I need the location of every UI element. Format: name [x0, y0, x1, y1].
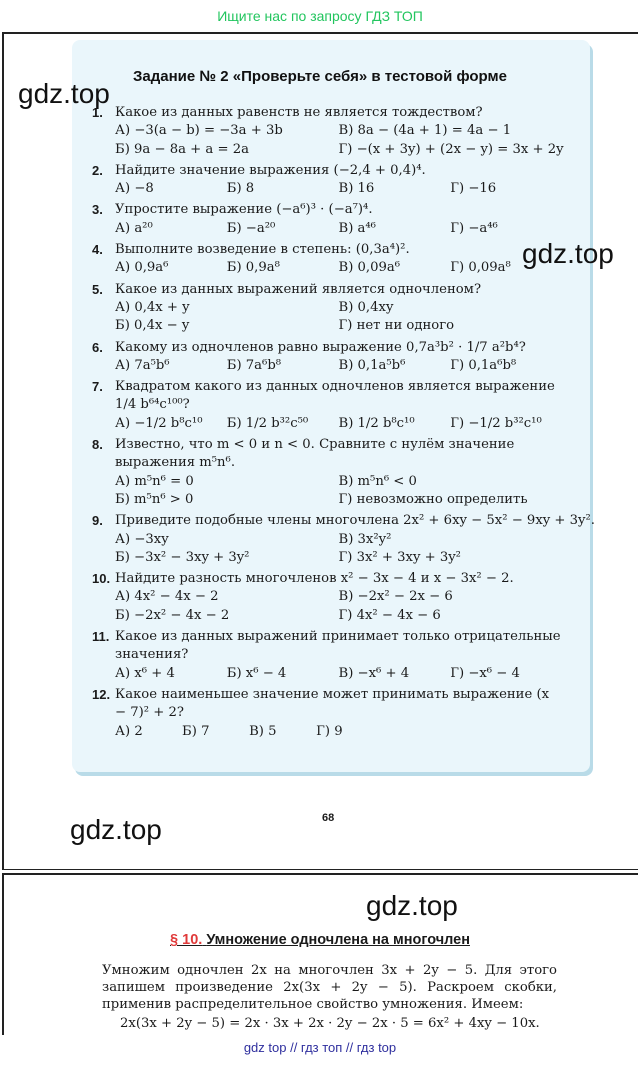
task-options [115, 141, 562, 159]
option: А) 0,9a⁶ [115, 260, 169, 276]
task-options [115, 491, 562, 509]
option: Б) 0,9a⁸ [226, 260, 280, 276]
task-question: Найдите значение выражения (−2,4 + 0,4)⁴. [115, 162, 426, 178]
option: В) a⁴⁶ [338, 220, 376, 236]
option: Б) 9a − 8a + a = 2a [115, 141, 249, 157]
task-options [115, 220, 562, 238]
option: Б) 7a⁶b⁸ [226, 357, 282, 373]
option: В) −x⁶ + 4 [338, 665, 410, 681]
task-number: 3. [92, 202, 103, 218]
option: В) 3x²y² [338, 531, 392, 547]
option: Г) невозможно определить [338, 491, 528, 507]
task-options [115, 665, 562, 683]
option: А) a²⁰ [115, 220, 153, 236]
option: В) −2x² − 2x − 6 [338, 589, 453, 605]
option: Г) −(x + 3y) + (2x − y) = 3x + 2y [338, 141, 564, 157]
task-number: 8. [92, 437, 103, 453]
section-body [102, 962, 557, 1013]
footer-links[interactable]: gdz top // гдз топ // гдз top [243, 1040, 397, 1055]
option: А) −8 [115, 181, 154, 197]
task-number: 11. [92, 629, 110, 645]
option: А) 0,4x + y [115, 299, 190, 315]
option: В) 0,09a⁶ [338, 260, 401, 276]
option: В) 8a − (4a + 1) = 4a − 1 [338, 123, 512, 139]
option: В) 16 [338, 181, 375, 197]
option: А) m⁵n⁶ = 0 [115, 473, 194, 489]
task-options [115, 607, 562, 625]
option: А) x⁶ + 4 [115, 665, 175, 681]
task-number: 12. [92, 686, 111, 702]
task-options [115, 317, 562, 335]
task-question: Известно, что m < 0 и n < 0. Сравните с нулём значение выражения m⁵n⁶. [115, 437, 515, 471]
task-number: 6. [92, 339, 103, 355]
option: В) 1/2 b⁸c¹⁰ [338, 415, 415, 431]
task-question: Приведите подобные члены многочлена 2x² + 6xy − 5x² − 9xy + 3y². [115, 513, 595, 529]
task-6 [92, 339, 562, 376]
task-number: 5. [92, 281, 103, 297]
option: Б) −2x² − 4x − 2 [115, 607, 230, 623]
task-8 [92, 436, 562, 509]
task-options [115, 531, 562, 549]
option: Б) 7 [182, 723, 210, 739]
task-number: 1. [92, 105, 103, 120]
task-4 [92, 241, 562, 278]
option: Г) 9 [316, 723, 343, 739]
section-heading [0, 932, 640, 948]
task-question: Упростите выражение (−a⁶)³ · (−a⁷)⁴. [115, 202, 373, 218]
task-question: Найдите разность многочленов x² − 3x − 4 и x − 3x² − 2. [115, 571, 514, 587]
task-question: Выполните возведение в степень: (0,3a⁴)². [115, 242, 410, 258]
option: Г) −a⁴⁶ [450, 220, 498, 236]
task-question: Какое из данных выражений принимает только отрицательные значения? [115, 629, 561, 663]
task-options [115, 588, 562, 606]
page-number: 68 [322, 812, 335, 824]
task-2 [92, 162, 562, 199]
option: Б) 8 [226, 181, 255, 197]
option: В) 0,1a⁵b⁶ [338, 357, 406, 373]
task-question: Квадратом какого из данных одночленов является выражение 1/4 b⁶⁴c¹⁰⁰? [115, 379, 555, 413]
option: В) 5 [249, 723, 277, 739]
task-10 [92, 570, 562, 625]
card-title: Задание № 2 «Проверьте себя» в тестовой форме [133, 68, 507, 85]
option: Г) −16 [450, 181, 497, 197]
option: Г) −1/2 b³²c¹⁰ [450, 415, 542, 431]
task-number: 2. [92, 162, 103, 178]
task-number: 10. [92, 571, 111, 587]
task-1 [92, 104, 562, 159]
option: Г) 0,1a⁶b⁸ [450, 357, 517, 373]
section-title: Умножение одночлена на многочлен [206, 932, 470, 948]
option: Б) 1/2 b³²c⁵⁰ [226, 415, 309, 431]
task-question: Какое из данных равенств не является тождеством? [115, 105, 483, 120]
option: В) m⁵n⁶ < 0 [338, 473, 417, 489]
task-12 [92, 686, 562, 741]
task-number: 7. [92, 379, 103, 395]
task-options [115, 549, 562, 567]
top-banner[interactable]: Ищите нас по запросу ГДЗ ТОП [217, 8, 423, 24]
section-paragraph: Умножим одночлен 2x на многочлен 3x + 2y − 5. Для этого запишем произведение 2x(3x + 2y − 5). Раскроем скобки, применив распределительное свойство умножения. Имеем: [102, 963, 557, 1012]
task-number: 9. [92, 513, 103, 529]
task-options [115, 723, 383, 741]
option: Б) 0,4x − y [115, 318, 190, 334]
task-options [115, 473, 562, 491]
option: А) −1/2 b⁸c¹⁰ [115, 415, 203, 431]
option: Г) 0,09a⁸ [450, 260, 511, 276]
option: Г) 4x² − 4x − 6 [338, 607, 441, 623]
option: В) 0,4xy [338, 299, 394, 315]
task-options [115, 122, 562, 140]
task-options [115, 415, 562, 433]
task-question: Какое из данных выражений является одночленом? [115, 281, 482, 297]
option: А) −3xy [115, 531, 169, 547]
task-question: Какому из одночленов равно выражение 0,7a³b² · 1/7 a²b⁴? [115, 339, 526, 355]
watermark: gdz.top [366, 890, 458, 921]
watermark: gdz.top [70, 814, 162, 845]
option: А) 7a⁵b⁶ [115, 357, 170, 373]
task-question: Какое наименьшее значение может принимать выражение (x − 7)² + 2? [115, 686, 550, 721]
watermark: gdz.top [522, 238, 614, 269]
task-7 [92, 378, 562, 433]
option: Б) −a²⁰ [226, 220, 276, 236]
task-number: 4. [92, 242, 103, 258]
section-formula: 2x(3x + 2y − 5) = 2x · 3x + 2x · 2y − 2x · 5 = 6x² + 4xy − 10x. [120, 1016, 540, 1031]
option: А) 4x² − 4x − 2 [115, 589, 219, 605]
task-3 [92, 201, 562, 238]
watermark: gdz.top [18, 78, 110, 109]
option: Б) m⁵n⁶ > 0 [115, 491, 194, 507]
section-number: § 10. [170, 932, 203, 948]
task-options [115, 357, 562, 375]
task-11 [92, 628, 562, 683]
option: Г) нет ни одного [338, 318, 455, 334]
option: А) 2 [115, 723, 143, 739]
task-options [115, 299, 562, 317]
option: А) −3(a − b) = −3a + 3b [115, 123, 283, 139]
option: Б) x⁶ − 4 [226, 665, 287, 681]
option: Г) −x⁶ − 4 [450, 665, 520, 681]
option: Г) 3x² + 3xy + 3y² [338, 549, 461, 565]
task-9 [92, 512, 595, 567]
task-options [115, 259, 562, 277]
task-options [115, 180, 562, 198]
task-5 [92, 281, 562, 336]
option: Б) −3x² − 3xy + 3y² [115, 549, 250, 565]
